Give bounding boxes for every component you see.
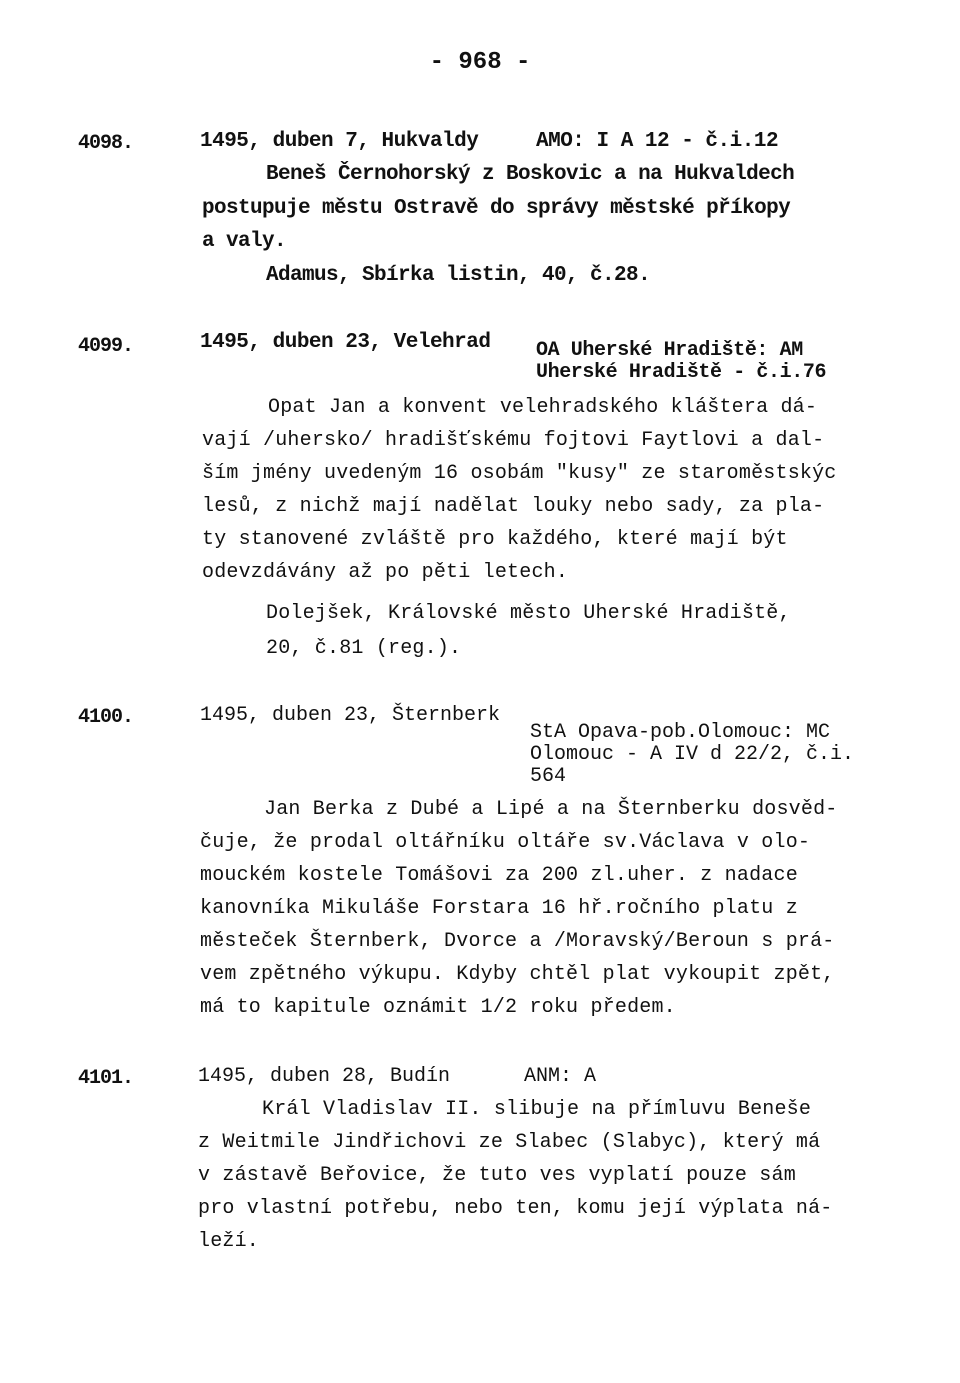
regest-line: vají /uhersko/ hradišťskému fojtovi Faytlovi a dal-	[202, 429, 825, 452]
regest-line: odevzdávány až po pěti letech.	[202, 561, 569, 584]
citation: Dolejšek, Královské město Uherské Hradiště,	[266, 602, 791, 625]
regest-line: ty stanovené zvláště pro každého, které mají být	[202, 528, 788, 551]
archive-signature: OA Uherské Hradiště: AM	[536, 339, 803, 362]
citation: 20, č.81 (reg.).	[266, 637, 462, 660]
regest-line: a valy.	[202, 230, 287, 253]
regest-line: leží.	[198, 1230, 260, 1253]
entry-number: 4098.	[78, 132, 134, 155]
archive-signature: AMO: I A 12 - č.i.12	[536, 130, 779, 153]
regest-line: postupuje městu Ostravě do správy městské příkopy	[202, 197, 791, 220]
regest-line: Král Vladislav II. slibuje na přímluvu Beneše	[262, 1098, 812, 1121]
regest-line: kanovníka Mikuláše Forstara 16 hř.ročního platu z	[200, 897, 798, 920]
regest-line: čuje, že prodal oltářníku oltáře sv.Václava v olo-	[200, 831, 811, 854]
archive-signature: ANM: A	[524, 1065, 597, 1088]
entry-heading: 1495, duben 7, Hukvaldy	[200, 130, 479, 153]
page-number: - 968 -	[429, 49, 531, 76]
regest-line: lesů, z nichž mají nadělat louky nebo sady, za pla-	[202, 495, 825, 518]
regest-line: má to kapitule oznámit 1/2 roku předem.	[200, 996, 676, 1019]
entry-heading: 1495, duben 28, Budín	[198, 1065, 451, 1088]
regest-line: městeček Šternberk, Dvorce a /Moravský/Beroun s prá-	[200, 930, 835, 953]
archive-signature: 564	[530, 765, 567, 788]
citation: Adamus, Sbírka listin, 40, č.28.	[266, 264, 651, 287]
regest-line: v zástavě Beřovice, že tuto ves vyplatí pouze sám	[198, 1164, 796, 1187]
regest-line: vem zpětného výkupu. Kdyby chtěl plat vykoupit zpět,	[200, 963, 835, 986]
archive-signature: Uherské Hradiště - č.i.76	[536, 361, 827, 384]
regest-line: mouckém kostele Tomášovi za 200 zl.uher. z nadace	[200, 864, 798, 887]
regest-line: z Weitmile Jindřichovi ze Slabec (Slabyc), který má	[198, 1131, 821, 1154]
regest-line: Opat Jan a konvent velehradského kláštera dá-	[268, 396, 818, 419]
entry-number: 4100.	[78, 706, 134, 729]
entry-heading: 1495, duben 23, Velehrad	[200, 331, 491, 354]
regest-line: Jan Berka z Dubé a Lipé a na Šternberku dosvěd-	[264, 798, 838, 821]
archive-signature: Olomouc - A IV d 22/2, č.i.	[530, 743, 855, 766]
entry-number: 4099.	[78, 335, 134, 358]
entry-number: 4101.	[78, 1067, 134, 1090]
archive-signature: StA Opava-pob.Olomouc: MC	[530, 721, 831, 744]
regest-line: Beneš Černohorský z Boskovic a na Hukvaldech	[266, 163, 795, 186]
entry-heading: 1495, duben 23, Šternberk	[200, 704, 501, 727]
regest-line: ším jmény uvedeným 16 osobám "kusy" ze staroměstskýc	[202, 462, 837, 485]
regest-line: pro vlastní potřebu, nebo ten, komu její výplata ná-	[198, 1197, 833, 1220]
